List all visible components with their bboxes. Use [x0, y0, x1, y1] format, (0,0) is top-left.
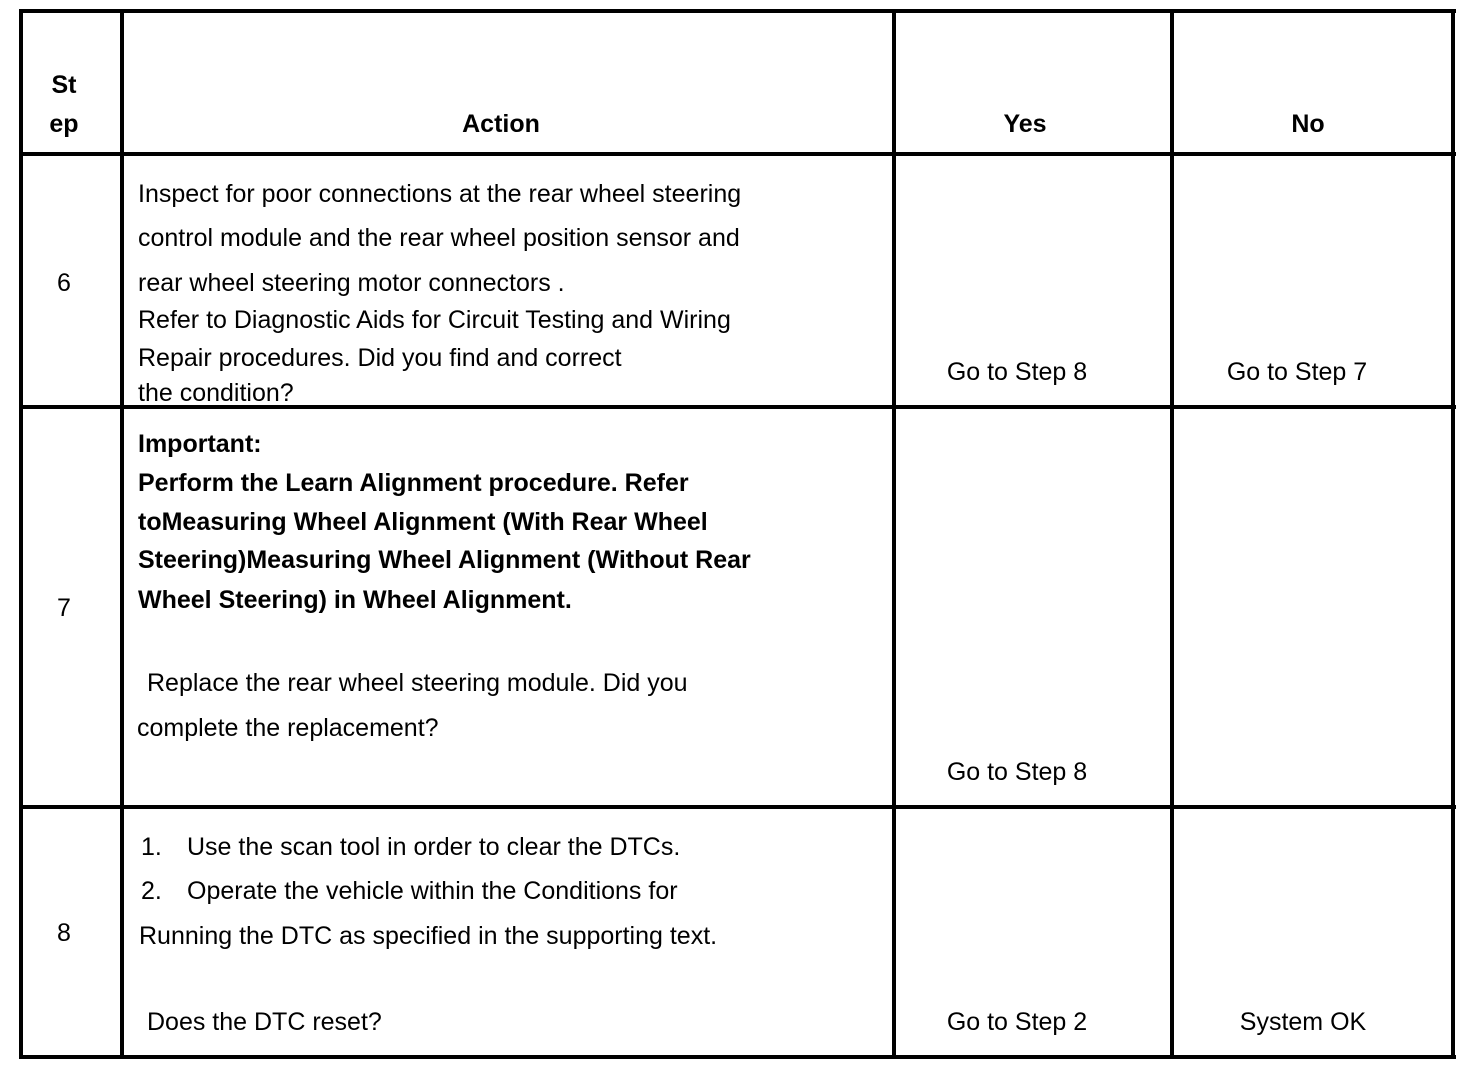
header-step-line2: ep: [49, 110, 79, 138]
yes-result: Go to Step 8: [946, 758, 1088, 786]
header-divider: [20, 152, 1456, 156]
header-yes: Yes: [1003, 110, 1047, 138]
action-text-line: Does the DTC reset?: [147, 1008, 382, 1036]
header-no: No: [1291, 110, 1325, 138]
list-item-text: Operate the vehicle within the Conditions for: [187, 877, 678, 905]
action-text-line: Repair procedures. Did you find and correct: [138, 344, 622, 372]
column-divider: [1170, 9, 1174, 1059]
yes-result: Go to Step 2: [946, 1008, 1088, 1036]
header-step-line1: St: [51, 71, 77, 99]
important-heading: Important:: [138, 430, 262, 458]
no-result: Go to Step 7: [1226, 358, 1368, 386]
important-text-line: Steering)Measuring Wheel Alignment (Without Rear: [138, 546, 751, 574]
important-text-line: Perform the Learn Alignment procedure. Refer: [138, 469, 689, 497]
action-text-line: Refer to Diagnostic Aids for Circuit Testing and Wiring: [138, 306, 731, 334]
list-item-text: Use the scan tool in order to clear the DTCs.: [187, 833, 681, 861]
action-text-line: Inspect for poor connections at the rear wheel steering: [138, 180, 742, 208]
important-text-line: Wheel Steering) in Wheel Alignment.: [138, 586, 572, 614]
action-text-line: complete the replacement?: [137, 714, 439, 742]
action-text-line: the condition?: [138, 379, 294, 407]
step-number: 7: [57, 594, 71, 622]
header-action: Action: [462, 110, 540, 138]
yes-result: Go to Step 8: [946, 358, 1088, 386]
action-text-line: rear wheel steering motor connectors .: [138, 269, 565, 297]
table-border-top: [20, 9, 1456, 13]
column-divider: [892, 9, 896, 1059]
table-border-right: [1451, 9, 1455, 1059]
table-border-bottom: [20, 1055, 1456, 1059]
step-number: 6: [57, 269, 71, 297]
action-text-line: control module and the rear wheel position sensor and: [138, 224, 740, 252]
row-divider: [20, 805, 1456, 809]
action-text-line: Running the DTC as specified in the supporting text.: [139, 922, 718, 950]
step-number: 8: [57, 919, 71, 947]
column-divider: [120, 9, 124, 1059]
action-text-line: Replace the rear wheel steering module. Did you: [147, 669, 688, 697]
list-item-number: 1.: [141, 833, 162, 861]
no-result: System OK: [1239, 1008, 1367, 1036]
list-item-number: 2.: [141, 877, 162, 905]
important-text-line: toMeasuring Wheel Alignment (With Rear Wheel: [138, 508, 708, 536]
table-border-left: [19, 9, 23, 1059]
